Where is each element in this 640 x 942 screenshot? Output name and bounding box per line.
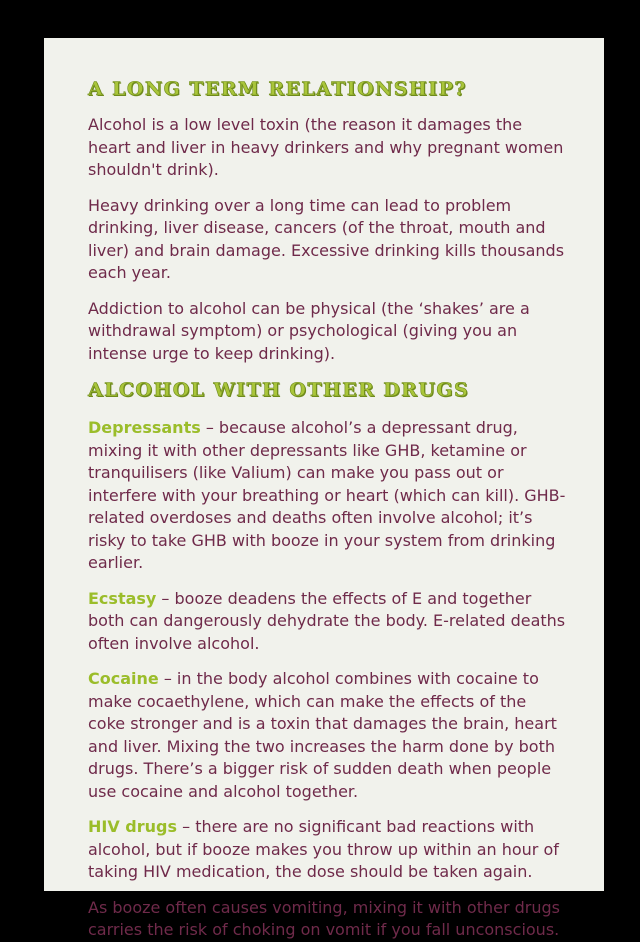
drug-item-hiv-drugs bbox=[88, 816, 568, 884]
section-heading-alcohol-with-other-drugs: ALCOHOL WITH OTHER DRUGS bbox=[88, 379, 470, 401]
drug-item-cocaine bbox=[88, 668, 568, 803]
drug-term-cocaine: Cocaine bbox=[88, 669, 159, 688]
leaflet-page bbox=[44, 38, 604, 939]
drug-term-ecstasy: Ecstasy bbox=[88, 588, 157, 608]
drug-text-hiv-drugs: – there are no significant bad reactions with alcohol, but if booze makes you throw up within an hour of taking HIV medication, the dose should be taken again. bbox=[88, 817, 559, 881]
drug-item-ecstasy bbox=[88, 588, 568, 656]
drug-text-depressants: – because alcohol’s a depressant drug, mixing it with other depressants like GHB, ketamine or tranquilisers (like Valium) can make you pass out or interfere with your breathing or heart (which can kill). GHB-related overdoses and deaths often involve alcohol; it’s risky to take GHB with booze in your system from drinking earlier. bbox=[88, 418, 566, 572]
drug-item-depressants bbox=[88, 417, 568, 575]
drug-text-ecstasy: – booze deadens the effects of E and together both can dangerously dehydrate the body. E-related deaths often involve alcohol. bbox=[88, 588, 566, 653]
paragraph-alcohol-toxin: Alcohol is a low level toxin (the reason it damages the heart and liver in heavy drinkers and why pregnant women shouldn't drink). bbox=[88, 115, 564, 179]
section-heading-long-term-relationship: A LONG TERM RELATIONSHIP? bbox=[88, 78, 467, 100]
drug-term-hiv-drugs: HIV drugs bbox=[88, 817, 178, 836]
drug-text-cocaine: – in the body alcohol combines with cocaine to make cocaethylene, which can make the effects of the coke stronger and is a toxin that damages the brain, heart and liver. Mixing the two increases the harm done by both drugs. There’s a bigger risk of sudden death when people use cocaine and alcohol together. bbox=[88, 669, 557, 801]
paragraph-addiction: Addiction to alcohol can be physical (the ‘shakes’ are a withdrawal symptom) or psychological (giving you an intense urge to keep drinking). bbox=[88, 298, 530, 363]
paragraph-choking-risk: As booze often causes vomiting, mixing it with other drugs carries the risk of choking on vomit if you fall unconscious. bbox=[88, 897, 560, 939]
paragraph-heavy-drinking: Heavy drinking over a long time can lead to problem drinking, liver disease, cancers (of the throat, mouth and liver) and brain damage. Excessive drinking kills thousands each year. bbox=[88, 195, 565, 282]
drug-term-depressants: Depressants bbox=[88, 418, 201, 437]
